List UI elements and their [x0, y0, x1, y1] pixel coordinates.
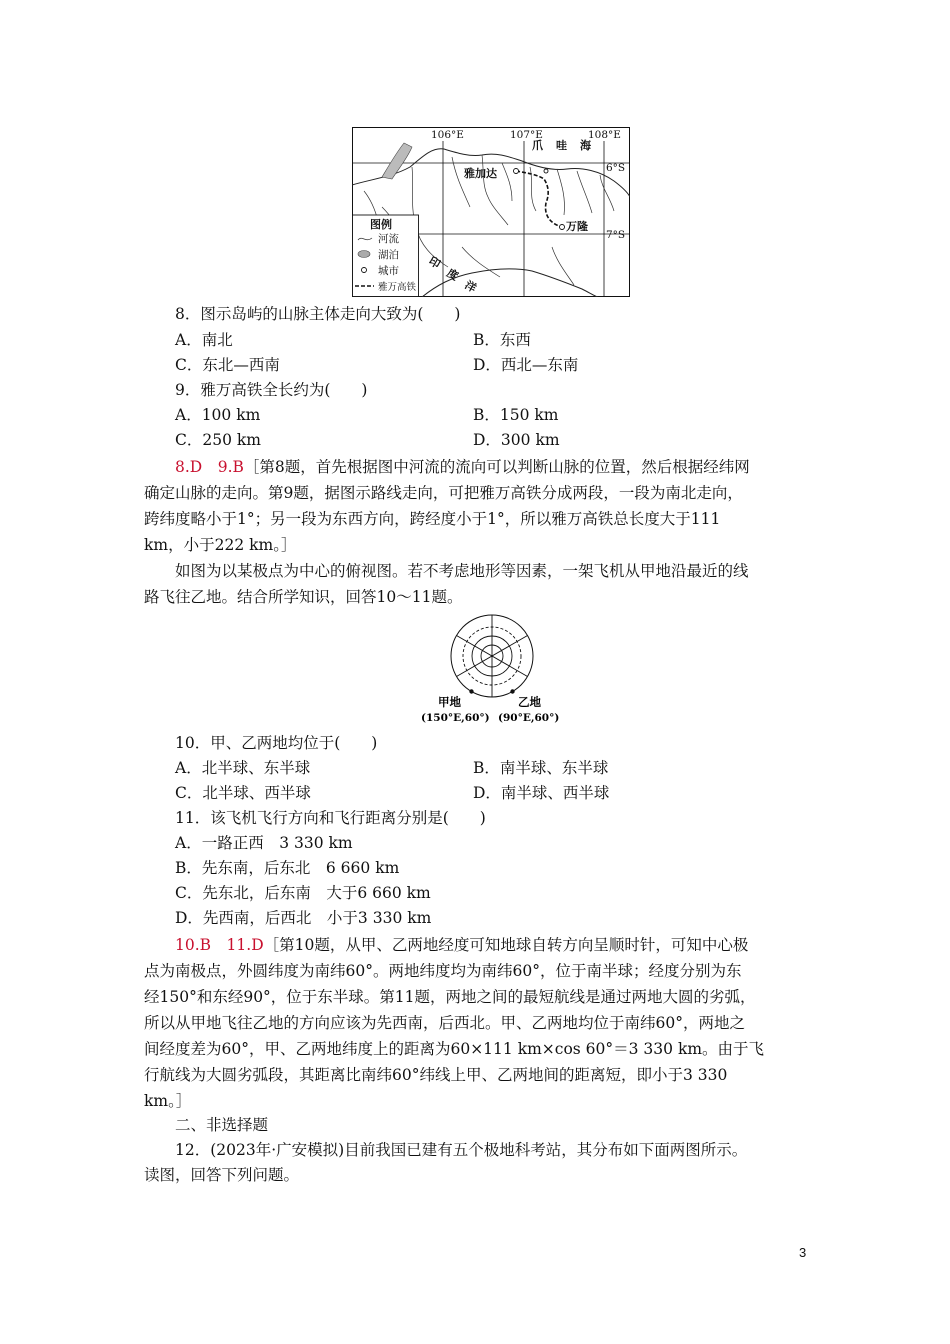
legend-river: 河流 — [378, 233, 399, 245]
point-jia-marker — [469, 689, 473, 693]
q9-option-b: B．150 km — [473, 406, 559, 424]
lon-label-108: 108°E — [588, 129, 621, 141]
q11-option-a: A．一路正西 3 330 km — [175, 834, 353, 852]
point-yi-name: 乙地 — [518, 695, 541, 709]
ocean-char-3: 洋 — [462, 278, 479, 296]
city-bandung-label: 万隆 — [566, 220, 588, 233]
answer-10-11-line4: 所以从甲地飞往乙地的方向应该为先西南，后西北。甲、乙两地均位于南纬60°，两地之 — [144, 1014, 745, 1032]
lon-label-106: 106°E — [431, 129, 464, 141]
intro-10-11-line2: 路飞往乙地。结合所学知识，回答10～11题。 — [144, 588, 463, 606]
legend-lake-symbol — [358, 251, 370, 258]
section-heading: 二、非选择题 — [175, 1116, 269, 1134]
answer-10-11-line2: 点为南极点，外圆纬度为南纬60°。两地纬度均为南纬60°，位于南半球；经度分别为东 — [144, 962, 742, 980]
city-jakarta-label: 雅加达 — [464, 167, 497, 180]
q8-stem: 8．图示岛屿的山脉主体走向大致为( ) — [175, 305, 461, 323]
map-legend — [353, 215, 419, 297]
q12-line1: 12．(2023年·广安模拟)目前我国已建有五个极地科考站，其分布如下面两图所示。 — [175, 1141, 748, 1159]
answer-8-9-line2: 确定山脉的走向。第9题，据图示路线走向，可把雅万高铁分成两段，一段为南北走向， — [144, 484, 743, 502]
q11-stem: 11．该飞机飞行方向和飞行距离分别是( ) — [175, 809, 486, 827]
answer-8-9-line1 — [175, 456, 750, 478]
q9-option-c: C．250 km — [175, 431, 261, 449]
sea-char-2: 哇 — [556, 139, 567, 152]
q9-option-a: A．100 km — [175, 406, 261, 424]
q10-option-d: D．南半球、西半球 — [473, 784, 610, 802]
q10-stem: 10．甲、乙两地均位于( ) — [175, 734, 378, 752]
legend-lake: 湖泊 — [378, 249, 399, 261]
answer-10-11-line3: 经150°和东经90°，位于东半球。第11题，两地之间的最短航线是通过两地大圆的劣弧， — [144, 988, 756, 1006]
lat-label-7s: 7°S — [606, 229, 626, 241]
q11-option-d: D．先西南，后西北 小于3 330 km — [175, 909, 432, 927]
legend-railway: 雅万高铁 — [378, 282, 417, 293]
ocean-char-1: 印 — [426, 254, 443, 272]
answer-8-9-line4: km，小于222 km。］ — [144, 536, 297, 554]
lat-label-6s: 6°S — [606, 162, 626, 174]
answer-10-11-text1: ［第10题，从甲、乙两地经度可知地球自转方向呈顺时针，可知中心极 — [263, 936, 749, 954]
sea-char-1: 爪 — [532, 139, 543, 152]
q10-option-b: B．南半球、东半球 — [473, 759, 609, 777]
answer-8-9-line3: 跨纬度略小于1°；另一段为东西方向，跨经度小于1°，所以雅万高铁总长度大于111 — [144, 510, 721, 528]
sea-char-3: 海 — [580, 139, 591, 152]
q8-option-d: D．西北—东南 — [473, 356, 579, 374]
polar-view-diagram — [418, 612, 588, 728]
java-map — [352, 127, 630, 297]
point-jia-coord: (150°E,60°) — [421, 712, 490, 724]
answer-10-11-line7: km。］ — [144, 1092, 192, 1110]
legend-city: 城市 — [378, 265, 399, 277]
q10-option-c: C．北半球、西半球 — [175, 784, 311, 802]
point-yi-coord: (90°E,60°) — [498, 712, 560, 724]
q12-line2: 读图，回答下列问题。 — [144, 1166, 300, 1184]
answer-key-10-11: 10.B 11.D — [175, 936, 264, 954]
legend-city-symbol — [362, 268, 367, 273]
page-number: 3 — [799, 1245, 807, 1260]
q11-option-b: B．先东南，后东北 6 660 km — [175, 859, 400, 877]
q8-option-b: B．东西 — [473, 331, 531, 349]
ocean-char-2: 度 — [444, 266, 461, 284]
q9-option-d: D．300 km — [473, 431, 560, 449]
lon-label-107: 107°E — [510, 129, 543, 141]
legend-title: 图例 — [370, 218, 392, 231]
point-yi-marker — [510, 689, 514, 693]
answer-8-9-text1: ［第8题，首先根据图中河流的流向可以判断山脉的位置，然后根据经纬网 — [243, 458, 750, 476]
q9-stem: 9．雅万高铁全长约为( ) — [175, 381, 368, 399]
q8-option-a: A．南北 — [175, 331, 233, 349]
answer-10-11-line6: 行航线为大圆劣弧段，其距离比南纬60°纬线上甲、乙两地间的距离短，即小于3 330 — [144, 1066, 728, 1084]
q10-option-a: A．北半球、东半球 — [175, 759, 311, 777]
answer-key-8-9: 8.D 9.B — [175, 458, 244, 476]
intro-10-11-line1: 如图为以某极点为中心的俯视图。若不考虑地形等因素，一架飞机从甲地沿最近的线 — [175, 562, 749, 580]
q8-option-c: C．东北—西南 — [175, 356, 280, 374]
q11-option-c: C．先东北，后东南 大于6 660 km — [175, 884, 431, 902]
point-jia-name: 甲地 — [438, 695, 461, 709]
answer-10-11-line1 — [175, 934, 748, 956]
answer-10-11-line5: 间经度差为60°，甲、乙两地纬度上的距离为60×111 km×cos 60°＝3 330 km。由于飞 — [144, 1040, 765, 1058]
